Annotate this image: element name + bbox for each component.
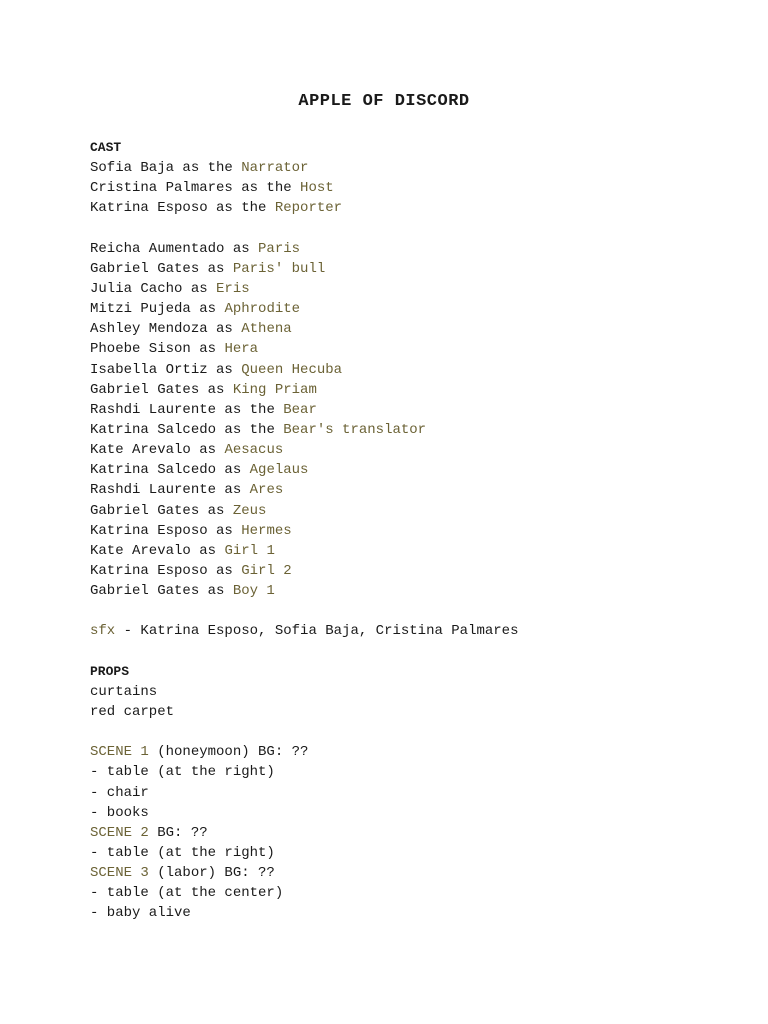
scene-item: - table (at the right): [90, 764, 275, 781]
cast-line: [90, 521, 730, 541]
sfx-text: - Katrina Esposo, Sofia Baja, Cristina Palmares: [115, 623, 519, 640]
scene-label: SCENE 1: [90, 744, 149, 761]
cast-joiner: as: [216, 482, 250, 499]
document-title: APPLE OF DISCORD: [298, 92, 470, 111]
scene-heading: [90, 823, 730, 843]
actor-name: Gabriel Gates: [90, 260, 200, 277]
cast-line: [90, 380, 730, 400]
cast-line: [90, 480, 730, 500]
cast-joiner: as: [207, 321, 242, 338]
prop-item: red carpet: [90, 703, 175, 720]
cast-joiner: as: [182, 280, 217, 297]
cast-line: [90, 581, 730, 601]
role-name: Bear: [283, 401, 317, 418]
cast-line: [90, 339, 730, 359]
cast-line: [90, 198, 730, 218]
role-name: King Priam: [232, 381, 317, 398]
role-name: Agelaus: [249, 462, 309, 479]
spacer: [90, 642, 730, 662]
role-name: Bear's translator: [283, 421, 427, 438]
spacer: [90, 601, 730, 621]
actor-name: Katrina Salcedo: [90, 462, 217, 479]
scene-item: - table (at the center): [90, 885, 284, 902]
role-name: Girl 2: [241, 562, 292, 579]
cast-line: [90, 420, 730, 440]
cast-line: [90, 561, 730, 581]
actor-name: Gabriel Gates: [90, 381, 200, 398]
role-name: Hera: [224, 341, 259, 358]
cast-line: [90, 299, 730, 319]
scene-details: BG: ??: [148, 824, 208, 841]
cast-joiner: as the: [232, 180, 301, 197]
cast-joiner: as: [224, 240, 259, 257]
cast-joiner: as: [216, 462, 250, 479]
cast-joiner: as: [207, 522, 242, 539]
cast-joiner: as: [207, 562, 242, 579]
actor-name: Katrina Esposo: [90, 522, 208, 539]
scene-label: SCENE 2: [90, 824, 149, 841]
actor-name: Rashdi Laurente: [90, 482, 217, 499]
sfx-line: [90, 621, 730, 641]
role-name: Reporter: [274, 200, 343, 217]
actor-name: Katrina Salcedo: [90, 421, 217, 438]
role-name: Ares: [249, 482, 284, 499]
cast-joiner: as: [190, 301, 225, 318]
props-heading: PROPS: [90, 663, 130, 679]
cast-line: [90, 400, 730, 420]
cast-heading: CAST: [90, 140, 122, 155]
cast-line: [90, 279, 730, 299]
role-name: Narrator: [241, 160, 309, 177]
scene-details: (honeymoon) BG: ??: [148, 744, 309, 761]
actor-name: Sofia Baja: [90, 160, 175, 177]
role-name: Girl 1: [224, 542, 275, 559]
cast-joiner: as: [190, 442, 225, 459]
actor-name: Phoebe Sison: [90, 341, 191, 358]
actor-name: Julia Cacho: [90, 280, 183, 297]
scene-label: SCENE 3: [90, 865, 149, 882]
cast-joiner: as: [199, 381, 233, 398]
role-name: Aphrodite: [224, 301, 301, 318]
cast-line: [90, 440, 730, 460]
cast-line: [90, 501, 730, 521]
cast-joiner: as the: [174, 160, 242, 177]
cast-joiner: as: [207, 361, 242, 378]
actor-name: Reicha Aumentado: [90, 240, 225, 257]
actor-name: Mitzi Pujeda: [90, 301, 191, 318]
cast-line: [90, 541, 730, 561]
cast-line: [90, 158, 730, 178]
role-name: Queen Hecuba: [241, 361, 343, 378]
role-name: Eris: [216, 280, 250, 297]
role-name: Paris' bull: [232, 260, 326, 277]
cast-line: [90, 239, 730, 259]
actor-name: Rashdi Laurente: [90, 401, 217, 418]
prop-item: curtains: [90, 683, 158, 700]
cast-joiner: as: [199, 260, 233, 277]
actor-name: Kate Arevalo: [90, 442, 191, 459]
role-name: Host: [300, 180, 334, 197]
scene-heading: [90, 863, 730, 883]
scene-item: - table (at the right): [90, 844, 275, 861]
role-name: Athena: [241, 321, 292, 338]
cast-line: [90, 178, 730, 198]
cast-joiner: as the: [216, 401, 284, 418]
actor-name: Gabriel Gates: [90, 583, 200, 600]
cast-line: [90, 460, 730, 480]
cast-joiner: as the: [207, 200, 275, 217]
cast-line: [90, 319, 730, 339]
cast-line: [90, 259, 730, 279]
sfx-label: sfx: [90, 623, 116, 640]
spacer: [90, 219, 730, 239]
role-name: Boy 1: [232, 583, 275, 600]
role-name: Paris: [258, 240, 301, 257]
actor-name: Cristina Palmares: [90, 180, 233, 197]
role-name: Hermes: [241, 522, 292, 539]
actor-name: Isabella Ortiz: [90, 361, 208, 378]
actor-name: Ashley Mendoza: [90, 321, 208, 338]
scene-item: - baby alive: [90, 905, 191, 922]
scene-details: (labor) BG: ??: [148, 865, 275, 882]
scene-heading: [90, 742, 730, 762]
spacer: [90, 722, 730, 742]
actor-name: Kate Arevalo: [90, 542, 191, 559]
actor-name: Katrina Esposo: [90, 200, 208, 217]
cast-line: [90, 360, 730, 380]
cast-joiner: as: [190, 341, 225, 358]
scene-item: - books: [90, 804, 149, 821]
cast-joiner: as: [199, 502, 233, 519]
role-name: Zeus: [232, 502, 267, 519]
cast-joiner: as: [190, 542, 225, 559]
actor-name: Katrina Esposo: [90, 562, 208, 579]
cast-joiner: as: [199, 583, 233, 600]
cast-joiner: as the: [216, 421, 284, 438]
actor-name: Gabriel Gates: [90, 502, 200, 519]
document-body: [90, 138, 730, 923]
role-name: Aesacus: [224, 442, 284, 459]
scene-item: - chair: [90, 784, 149, 801]
